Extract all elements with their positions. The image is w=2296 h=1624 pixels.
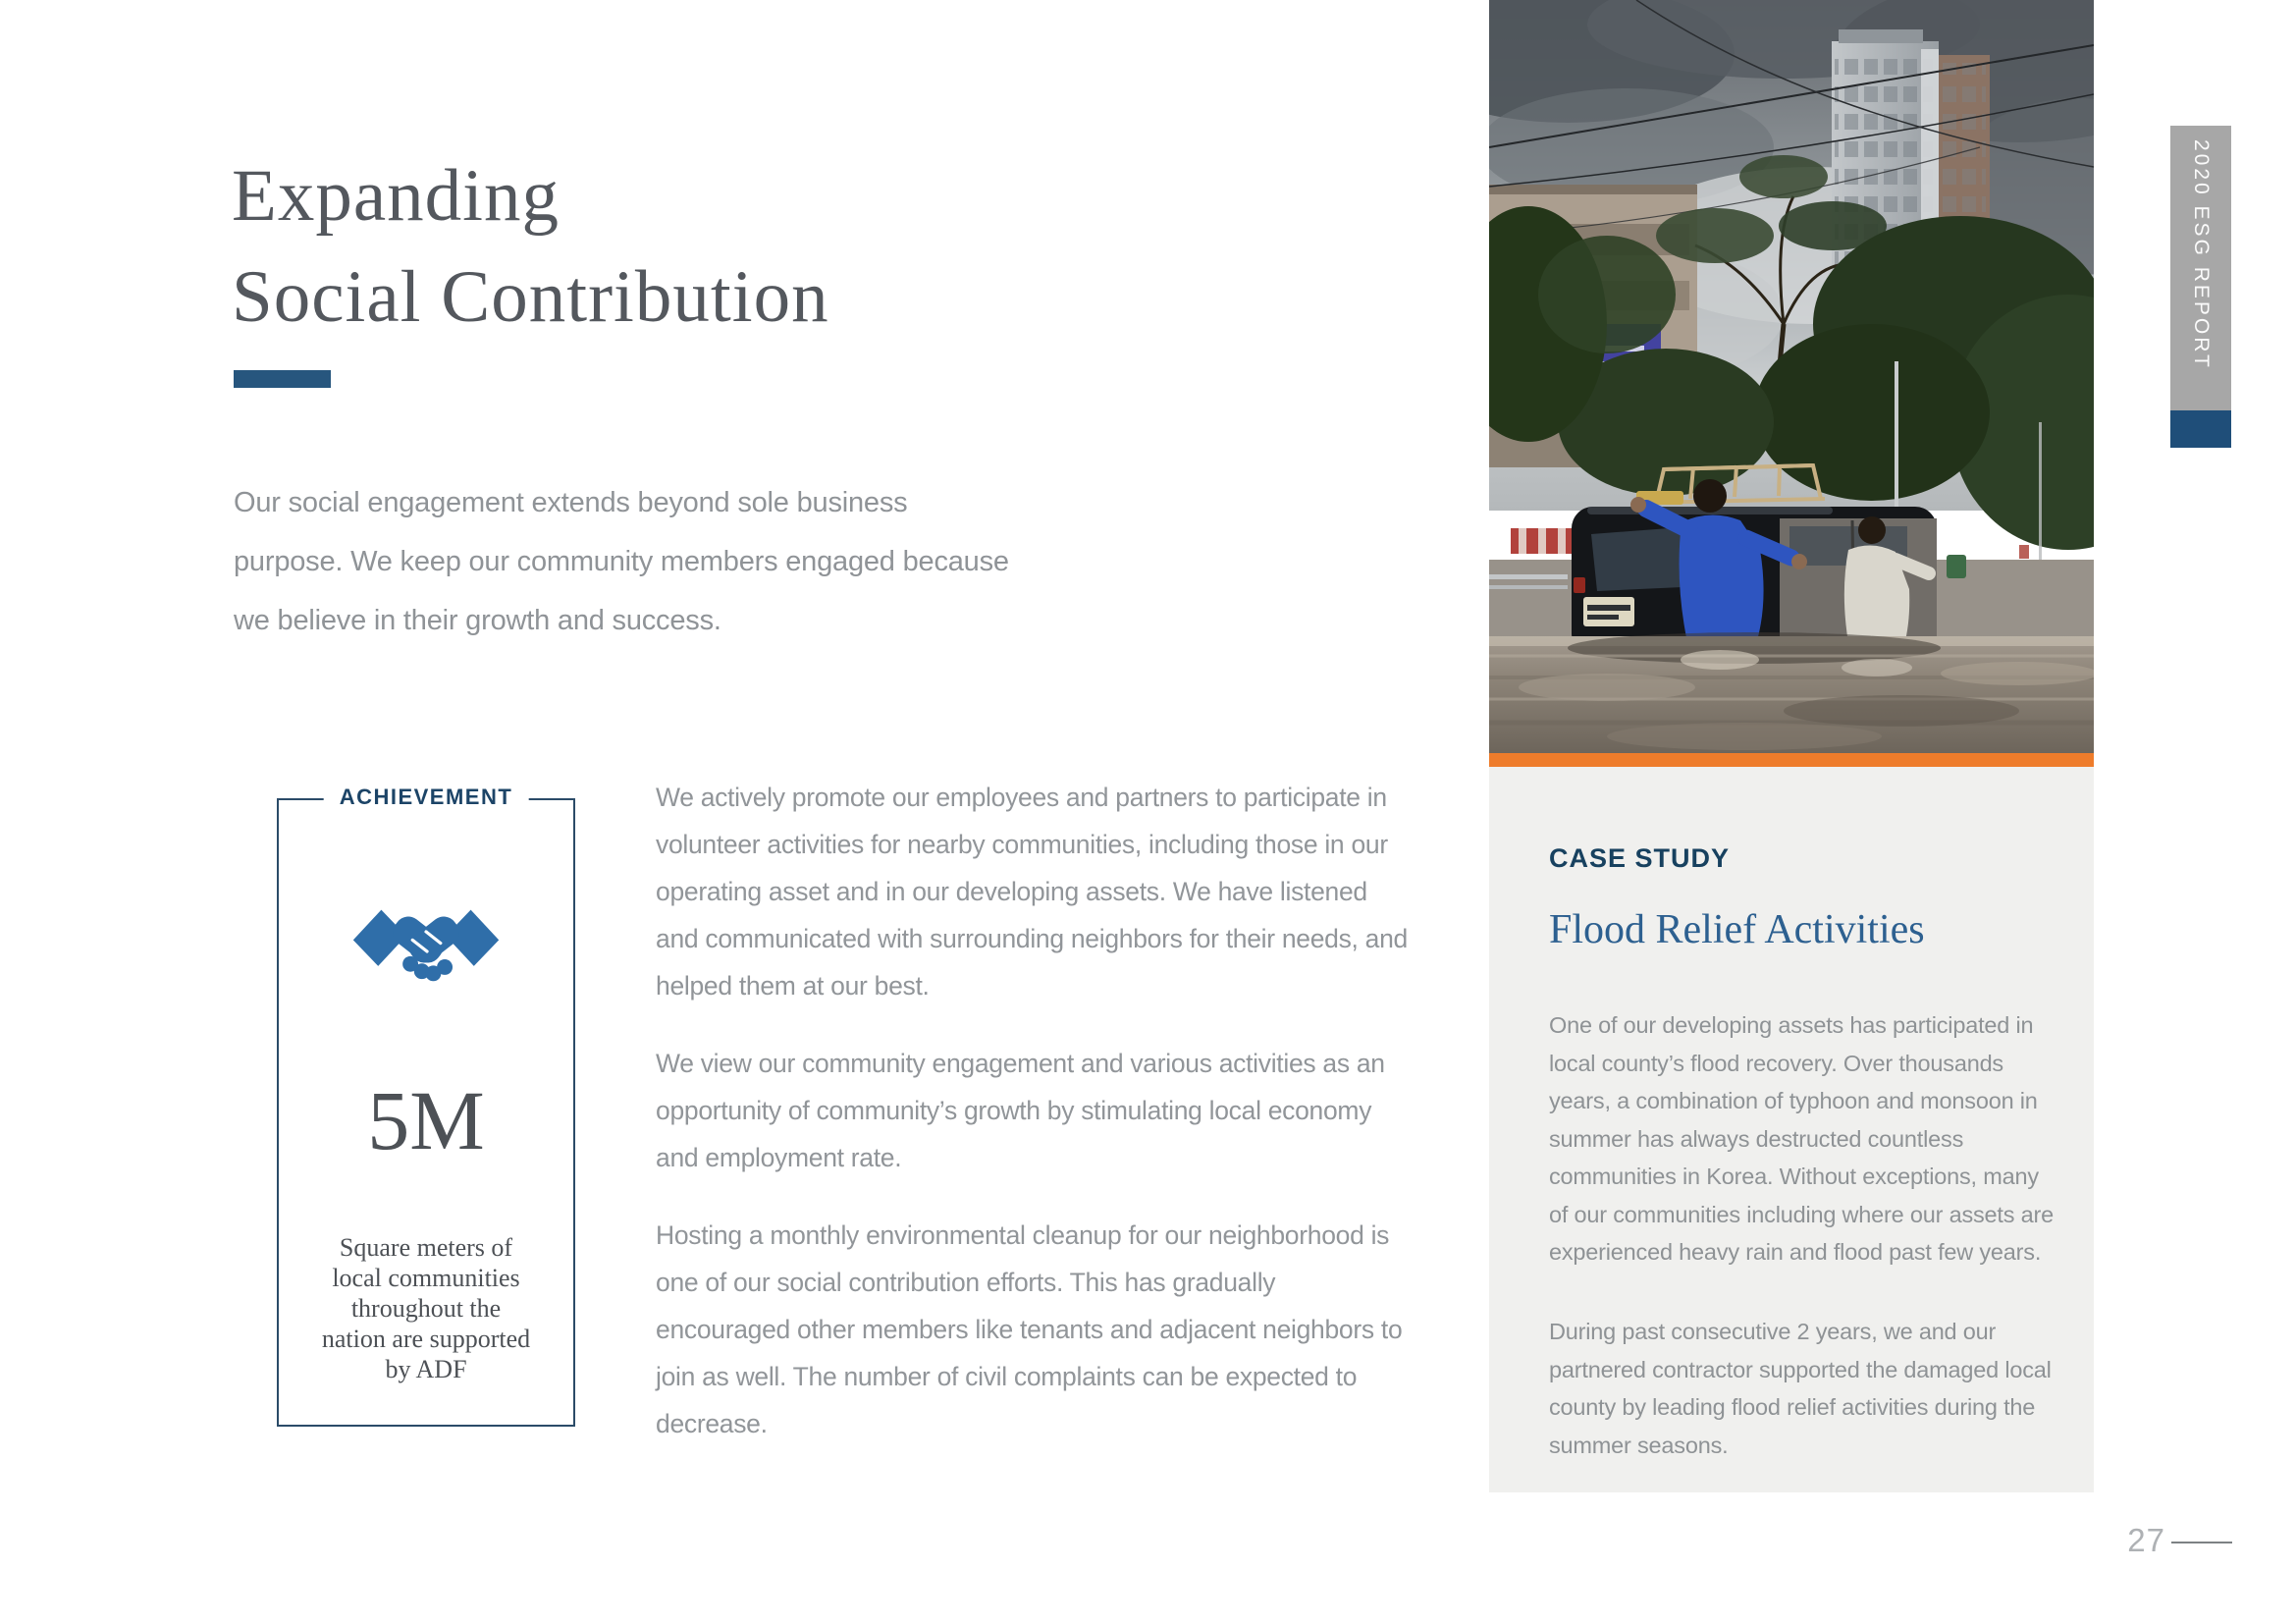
intro-text: Our social engagement extends beyond sole business purpose. We keep our community members engaged because we believe in their growth and success. — [234, 487, 1009, 636]
report-edge-tab-accent-block — [2170, 410, 2231, 448]
photo-accent-bar — [1489, 753, 2094, 767]
body-paragraph-2: We view our community engagement and various activities as an opportunity of community’s growth by stimulating local economy and employment rate. — [656, 1049, 1385, 1172]
case-study-paragraph-2: During past consecutive 2 years, we and our partnered contractor supported the damaged local county by leading flood relief activities during the summer seasons. — [1549, 1319, 2052, 1458]
body-column — [656, 774, 1408, 1478]
achievement-card — [277, 785, 575, 1427]
report-edge-tab-label: 2020 ESG REPORT — [2190, 139, 2213, 370]
body-paragraph-1: We actively promote our employees and partners to participate in volunteer activities for nearby communities, including those in our operating asset and in our developing assets. We have listened and communicated with surrounding neighbors for their needs, and helped them at our best. — [656, 783, 1408, 1001]
page-title-line-1: Expanding — [232, 155, 560, 237]
achievement-label: ACHIEVEMENT — [324, 785, 529, 810]
case-study-panel — [1489, 767, 2094, 1492]
footer-rule — [2171, 1542, 2232, 1543]
page-title — [232, 145, 1115, 348]
achievement-value: 5M — [367, 1073, 485, 1167]
case-study-label: CASE STUDY — [1549, 843, 1731, 873]
title-accent-bar — [234, 370, 331, 388]
body-paragraph-3: Hosting a monthly environmental cleanup for our neighborhood is one of our social contribution efforts. This has gradually encouraged other members like tenants and adjacent neighbors to join as well. The number of civil complaints can be expected to decrease. — [656, 1220, 1403, 1438]
handshake-icon — [352, 898, 500, 1007]
page-number: 27 — [2127, 1522, 2165, 1558]
case-study-title: Flood Relief Activities — [1549, 907, 1925, 952]
flood-photo-image — [1489, 0, 2094, 753]
report-edge-tab — [2170, 126, 2231, 410]
page-title-line-2: Social Contribution — [232, 256, 829, 338]
achievement-caption: Square meters of local communities throughout the nation are supported by ADF — [321, 1233, 531, 1383]
case-study-paragraph-1: One of our developing assets has participated in local county’s flood recovery. Over thousands years, a combination of typhoon and monsoon in summer has always destructed countless communities in Korea. Without exceptions, many of our communities including where our assets are experienced heavy rain and flood past few years. — [1549, 1012, 2054, 1265]
